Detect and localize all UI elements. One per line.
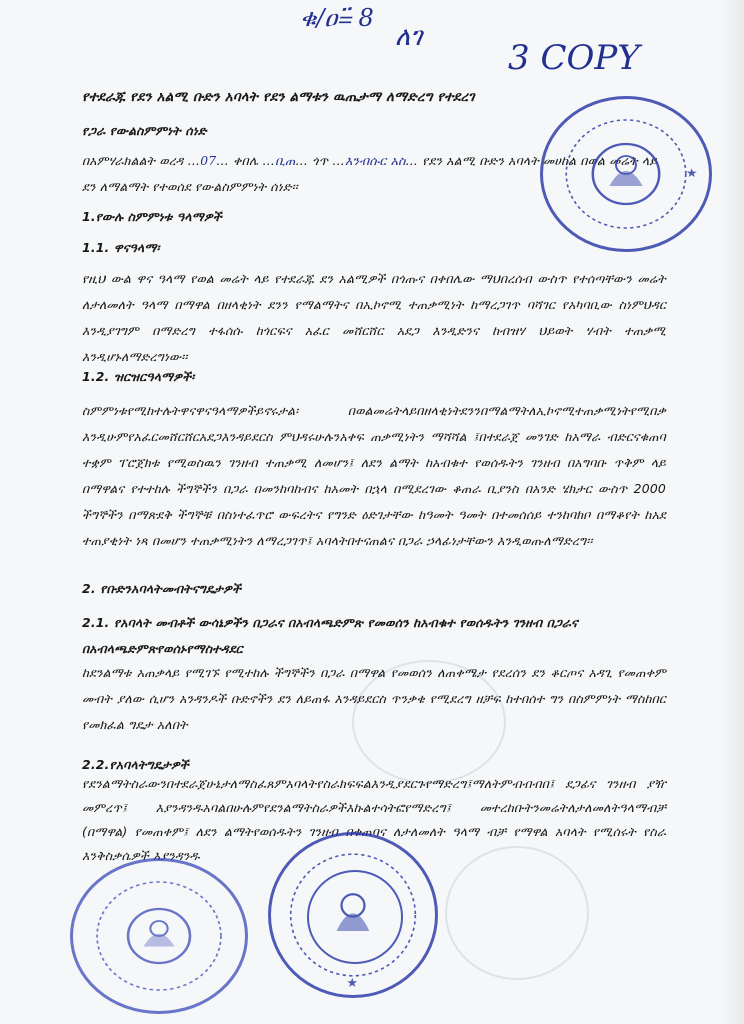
handwritten-mark: ለገ xyxy=(395,22,423,52)
body-paragraph: የዚህ ውል ዋና ዓላማ የወል መሬት ላይ የተደራጁ ደን አልሚዎች በጎጡና በቀበሌው ማህበረሰብ ውስጥ የተሰጣቸውን መሬት ለታለመለት ዓላማ በማዋል በዘላቂነት ደንን የማልማትና በኢኮኖሚ ተጠቃሚነት ከማረጋገጥ ባሻገር የአካባቢው ስነምህዳር እንዲያገግም በማድረግ ተፋሰሱ ከጎርፍና አፈር መሸርሸር አደጋ እንዲድንና ከብዝሃ ህይወት ሃብት ተጠቃሚ እንዲሆኑለማድረግነው፡፡ xyxy=(82,271,666,364)
handwritten-note: ቁ/ዐ=፟ 8 xyxy=(300,4,374,32)
subsection-heading: 1.1. ዋናዓላማ፡ xyxy=(82,240,160,255)
handwritten-copy-note: 3 COPY xyxy=(508,38,640,78)
document-subtitle: የጋራ የውልስምምነት ሰነድ xyxy=(82,123,207,138)
intro-mid-label: ቀበሌ xyxy=(233,153,259,168)
section-heading: 1.የውሉ ስምምነቱ ዓላማዎች xyxy=(82,209,222,224)
intro-prefix: በአምሃራክልልት ወረዳ xyxy=(82,153,184,168)
svg-text:★: ★ xyxy=(685,165,698,180)
document-title: የተደራጁ የደን አልሚ ቡድን አባላት የደን ልማቱን ዉጤታማ ለማድረግ የተደረገ xyxy=(82,89,475,105)
official-stamp xyxy=(70,858,248,1014)
subsection-heading: 1.2. ዝርዝርዓላማዎች፡ xyxy=(82,369,195,384)
official-stamp xyxy=(268,832,438,998)
intro-paragraph: በአምሃራክልልት ወረዳ …07… ቀበሌ …ቢጠ… ጎጥ …እንብሱር አስ… የደን አልሚ ቡድን አባላት መሀከል በወል መሬት ላይ ደን ለማልማት የተወሰደ የውልስምምነት ሰነድ፡፡ xyxy=(82,153,658,194)
handwritten-fill-in: ቢጠ xyxy=(275,153,296,168)
handwritten-fill-in: እንብሱር አስ xyxy=(345,153,406,168)
subsection-heading: 2.2.የአባላትግዴታዎች xyxy=(82,757,189,772)
intro-mid-label: ጎጥ xyxy=(312,153,329,168)
handwritten-fill-in: 07 xyxy=(200,153,217,168)
body-paragraph: የደንልማትስራውንበተደራጀሁኔታለማስፈጸምአባላትየስራክፍፍልእንዲያደርጉየማድረግ፤ማለትምብብብበ፤ ደጋፊና ገንዘብ ያዥ መምረጥ፤ እያንዳንዱአባልበሁሉምየደንልማትስራዎችእኩልተሳትፎየማድረግ፤ መተረከቡትንመሬትለታለመለትዓላማብቻ (በማዋል) የመጠቀም፤ ለደን ልማትየወሰዱትን ገንዘብ በቁጠባና ለታለመለት ዓላማ ብቻ የማዋል አባላት የሚሰሩት የስራ እንቅስቃሴዎች እያንዳንዱ xyxy=(82,776,666,863)
section-heading: 2. የቡድንአባላትመብትናግዴታዎች xyxy=(82,581,242,596)
intro-suffix: የደን አልሚ ቡድን አባላት መሀከል በወል መሬት ላይ ደን ለማልማት የተወሰደ የውልስምምነት ሰነድ፡፡ xyxy=(82,153,658,194)
subsection-heading: 2.1. የአባላት መብቶች ውሳኔዎችን በጋራና በአብላጫድምጽ የመወሰን ከአብቁተ የወሰዱትን ገንዘብ በጋራና በአብላጫድምጽየወሰኑየማስተዳደር xyxy=(82,615,578,656)
body-paragraph: ከደንልማቱ አጠቃላይ የሚገኙ የሚተከሉ ችግኞችን በጋራ በማዋል የመወሰን ለጠቀሜታ የደረሰን ደን ቆርጦና አዳጊ የመጠቀም መብት ያለው ሲሆን አንዳንዶች ቡድኖችን ደን ለይጠፋ እንዳይደርስ ጥንቃቄ የሚደረግ ዘቻፍ ከተበሰተ ግን በስምምነት ማስከበር የመክፈል ግዴታ አለበት xyxy=(82,665,666,732)
official-stamp xyxy=(540,96,712,252)
svg-text:★: ★ xyxy=(346,976,359,991)
stamp-emblem-icon xyxy=(543,99,709,249)
stamp-emblem-icon xyxy=(271,835,435,995)
body-paragraph: ስምምነቱየሚከተሉትዋናዋናዓላማዎችይኖሩታል፡ በወልመሬትላይበዘላቂነትደንንበማልማትለኢኮኖሚተጠቃሚነትየሚበቃ እንዲሁምየአፈርመሸርሸርአደጋእንዳይደርስ ምህዳሩሁሉንአቀፍ ጠቃሚነትን ማሻሻል ፤በተደራጀ መንገድ ከአማራ ብድርናቁጠባ ተቋም ፐሮጀክቱ የሚወስዉን ገንዘብ ተጠቃሚ ለመሆን፤ ለደን ልማት ከአብቁተ የወሰዱትን ገንዘብ በአግባቡ ጥቅም ላይ በማዋልና የተተከሉ ችግኞችን በጋራ በመንከባከብና ከአመት በኋላ በሚደረገው ቆጠራ ቢያንስ በአንድ ሄክታር ውስጥ 2000 ችግኞችን በማጽደቅ ችግኞቹ በስነተፈጥሮ ውፍረትና የግንድ ዕድገታቸው ከዓመት ዓመት በተመሰሰይ ተንከባክቦ በማቆየት ከአደ ተጠያቂነት ነጻ በመሆን ተጠቃሚነትን ለማረጋገጥ፤ አባላትበተናጠልና በጋራ ኃላፊነታቸውን እንዲወጡለማድረግ፡፡ xyxy=(82,403,666,548)
stamp-emblem-icon xyxy=(73,861,245,1011)
